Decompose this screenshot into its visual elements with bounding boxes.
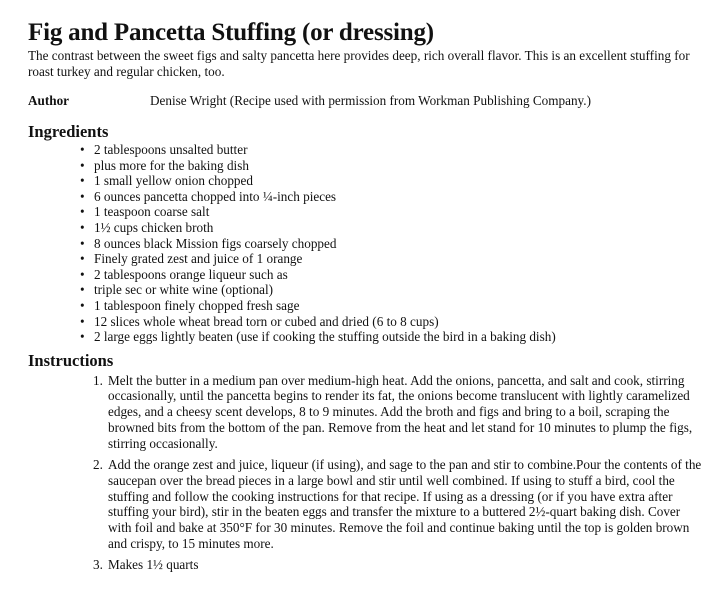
step-number: 3. <box>93 557 103 573</box>
ingredient-item: • 2 tablespoons unsalted butter <box>94 142 704 158</box>
ingredient-item: • 6 ounces pancetta chopped into ¼-inch pieces <box>94 189 704 205</box>
ingredient-item: • triple sec or white wine (optional) <box>94 282 704 298</box>
author-row <box>28 93 704 109</box>
author-label: Author <box>28 93 70 108</box>
ingredient-item: • 1 teaspoon coarse salt <box>94 204 704 220</box>
instruction-step <box>93 457 704 551</box>
ingredient-item: • 8 ounces black Mission figs coarsely chopped <box>94 236 704 252</box>
instructions-heading: Instructions <box>28 350 114 370</box>
instruction-step <box>93 557 704 573</box>
ingredient-item: • Finely grated zest and juice of 1 orange <box>94 251 704 267</box>
step-text: Melt the butter in a medium pan over medium-high heat. Add the onions, pancetta, and salt and cook, stirring occasionally, until the pancetta begins to render its fat, the onions become translucent with lightly caramelized edges, and a cheesy scent develops, 8 to 9 minutes. Add the broth and figs and bring to a boil, scraping the browned bits from the bottom of the pan. Remove from the heat and let stand for 10 minutes to plump the figs, stirring occasionally. <box>108 372 693 451</box>
step-text: Makes 1½ quarts <box>108 557 199 573</box>
ingredients-heading: Ingredients <box>28 122 109 141</box>
ingredient-item: • 1½ cups chicken broth <box>94 220 704 236</box>
ingredient-item: • 2 tablespoons orange liqueur such as <box>94 267 704 283</box>
ingredients-list <box>28 142 704 345</box>
ingredient-item: • plus more for the baking dish <box>94 158 704 174</box>
step-number: 2. <box>93 457 103 473</box>
ingredient-item: • 1 tablespoon finely chopped fresh sage <box>94 298 704 314</box>
step-text: Add the orange zest and juice, liqueur (if using), and sage to the pan and stir to combine.Pour the contents of the saucepan over the bread pieces in a large bowl and stir until well combined. If using to stuff a bird, cool the stuffing and follow the cooking instructions for that recipe. If using as a dressing (or if you have extra after stuffing your bird), stir in the beaten eggs and transfer the mixture to a buttered 2½-quart baking dish. Cover with foil and bake at 350°F for 30 minutes. Remove the foil and continue baking until the top is golden brown and crispy, to 15 minutes more. <box>108 457 702 551</box>
recipe-title: Fig and Pancetta Stuffing (or dressing) <box>28 19 434 46</box>
ingredient-item: • 12 slices whole wheat bread torn or cubed and dried (6 to 8 cups) <box>94 314 704 330</box>
instruction-step <box>93 372 704 452</box>
ingredient-item: • 1 small yellow onion chopped <box>94 173 704 189</box>
instructions-list <box>28 373 704 573</box>
step-number: 1. <box>93 372 103 388</box>
ingredient-item: • 2 large eggs lightly beaten (use if cooking the stuffing outside the bird in a baking dish) <box>94 329 704 345</box>
recipe-description: The contrast between the sweet figs and salty pancetta here provides deep, rich overall flavor. This is an excellent stuffing for roast turkey and regular chicken, too. <box>28 48 690 79</box>
author-value: Denise Wright (Recipe used with permission from Workman Publishing Company.) <box>150 93 591 108</box>
